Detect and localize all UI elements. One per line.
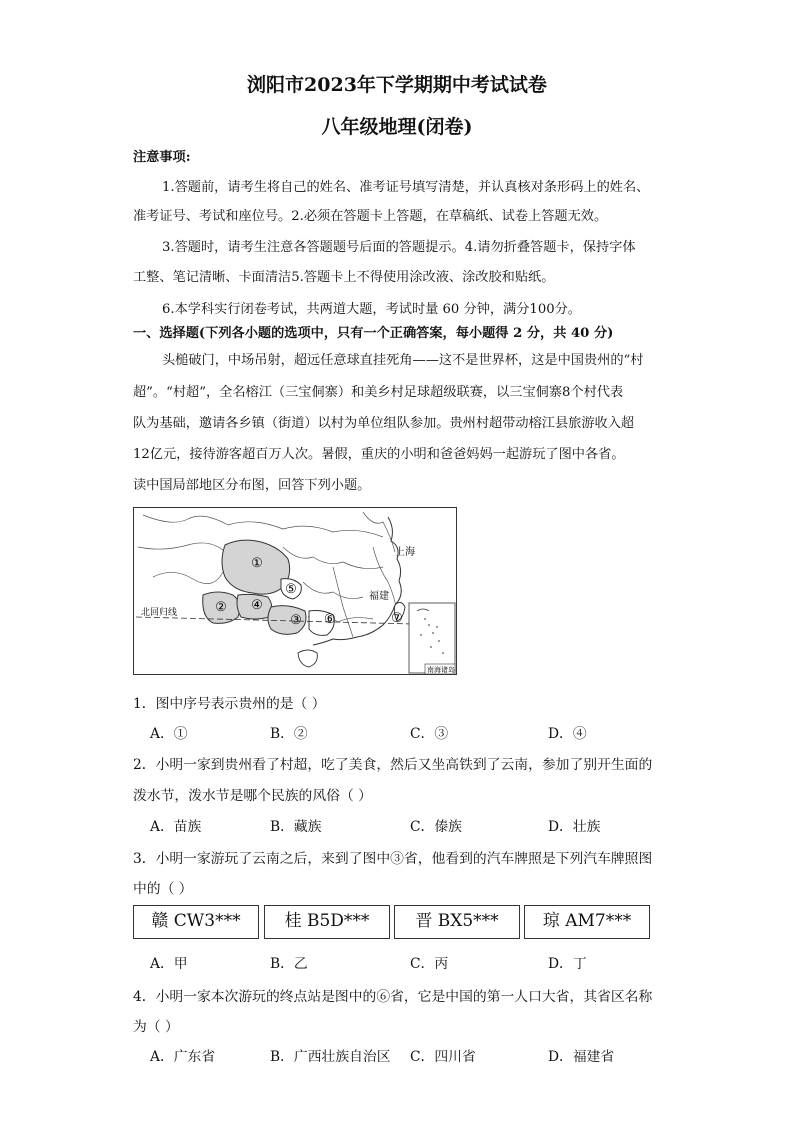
map-label-7: ⑦ bbox=[391, 611, 403, 626]
passage-line-3: 队为基础，邀请各乡镇（街道）以村为单位组队参加。贵州村超带动榕江县旅游收入超 bbox=[133, 416, 635, 431]
question-2-option-a[interactable]: A．苗族 bbox=[150, 819, 202, 835]
license-plate-jia: 赣 CW3*** bbox=[133, 905, 259, 939]
map-label-4: ④ bbox=[251, 598, 263, 613]
passage-line-4: 12亿元，接待游客超百万人次。暑假，重庆的小明和爸爸妈妈一起游玩了图中各省。 bbox=[133, 447, 625, 462]
question-1-option-d[interactable]: D．④ bbox=[548, 726, 587, 742]
question-1-option-a[interactable]: A．① bbox=[150, 726, 188, 742]
passage-line-2: 超”。“村超”，全名榕江（三宝侗寨）和美乡村足球超级联赛，以三宝侗寨8个村代表 bbox=[133, 385, 624, 400]
license-plate-ding: 琼 AM7*** bbox=[524, 905, 650, 939]
china-region-map bbox=[133, 507, 457, 675]
question-3-option-b[interactable]: B．乙 bbox=[270, 956, 308, 972]
passage-line-5: 读中国局部地区分布图，回答下列小题。 bbox=[133, 478, 371, 493]
passage-line-1: 头槌破门，中场吊射，超远任意球直挂死角——这不是世界杯，这是中国贵州的“村 bbox=[162, 353, 644, 368]
question-4-option-d[interactable]: D．福建省 bbox=[548, 1049, 615, 1065]
map-label-2: ② bbox=[215, 600, 227, 615]
question-4-option-b[interactable]: B．广西壮族自治区 bbox=[270, 1049, 391, 1065]
map-label-tropic: 北回归线 bbox=[141, 608, 178, 618]
question-2-option-b[interactable]: B．藏族 bbox=[270, 819, 322, 835]
question-2-option-c[interactable]: C．傣族 bbox=[410, 819, 462, 835]
question-2-stem-line-1: 2．小明一家到贵州看了村超，吃了美食，然后又坐高铁到了云南，参加了别开生面的 bbox=[133, 757, 653, 773]
map-label-shanghai: 上海 bbox=[395, 547, 415, 558]
license-plate-yi: 桂 B5D*** bbox=[264, 905, 390, 939]
map-label-1: ① bbox=[251, 556, 263, 571]
question-2-stem-line-2: 泼水节，泼水节是哪个民族的风俗（ ） bbox=[133, 788, 372, 804]
question-3-stem-line-2: 中的（ ） bbox=[133, 881, 193, 897]
question-3-option-a[interactable]: A．甲 bbox=[150, 956, 188, 972]
map-label-5: ⑤ bbox=[285, 582, 297, 597]
question-2-option-d[interactable]: D．壮族 bbox=[548, 819, 601, 835]
notes-heading: 注意事项: bbox=[133, 150, 191, 165]
question-4-option-c[interactable]: C．四川省 bbox=[410, 1049, 476, 1065]
question-1-option-b[interactable]: B．② bbox=[270, 726, 308, 742]
map-label-3: ③ bbox=[290, 613, 302, 628]
question-1-option-c[interactable]: C．③ bbox=[410, 726, 449, 742]
question-3-option-c[interactable]: C．丙 bbox=[410, 956, 449, 972]
question-4-stem-line-2: 为（ ） bbox=[133, 1019, 179, 1035]
notes-line-3: 3.答题时，请考生注意各答题题号后面的答题提示。4.请勿折叠答题卡，保持字体 bbox=[162, 240, 636, 255]
notes-line-1: 1.答题前，请考生将自己的姓名、准考证号填写清楚，并认真核对条形码上的姓名、 bbox=[162, 180, 650, 195]
map-label-fujian: 福建 bbox=[369, 591, 389, 602]
map-label-6: ⑥ bbox=[324, 612, 336, 627]
question-1-stem: 1．图中序号表示贵州的是（ ） bbox=[133, 696, 326, 712]
notes-line-5: 6.本学科实行闭卷考试，共两道大题，考试时量 60 分钟，满分100分。 bbox=[162, 302, 581, 317]
question-4-option-a[interactable]: A．广东省 bbox=[150, 1049, 216, 1065]
map-label-south-sea: 南海诸岛 bbox=[427, 666, 455, 674]
exam-subtitle: 八年级地理(闭卷) bbox=[321, 116, 473, 138]
question-4-stem-line-1: 4．小明一家本次游玩的终点站是图中的⑥省，它是中国的第一人口大省，其省区名称 bbox=[133, 989, 653, 1005]
question-3-stem-line-1: 3．小明一家游玩了云南之后，来到了图中③省，他看到的汽车牌照是下列汽车牌照图 bbox=[133, 851, 653, 867]
question-3-option-d[interactable]: D．丁 bbox=[548, 956, 587, 972]
notes-line-4: 工整、笔记清晰、卡面清洁5.答题卡上不得使用涂改液、涂改胶和贴纸。 bbox=[133, 270, 555, 285]
exam-title: 浏阳市2023年下学期期中考试试卷 bbox=[247, 74, 547, 96]
notes-line-2: 准考证号、考试和座位号。2.必须在答题卡上答题，在草稿纸、试卷上答题无效。 bbox=[133, 209, 608, 224]
section-heading: 一、选择题(下列各小题的选项中，只有一个正确答案，每小题得 2 分，共 40 分) bbox=[133, 326, 614, 341]
license-plate-bing: 晋 BX5*** bbox=[394, 905, 520, 939]
